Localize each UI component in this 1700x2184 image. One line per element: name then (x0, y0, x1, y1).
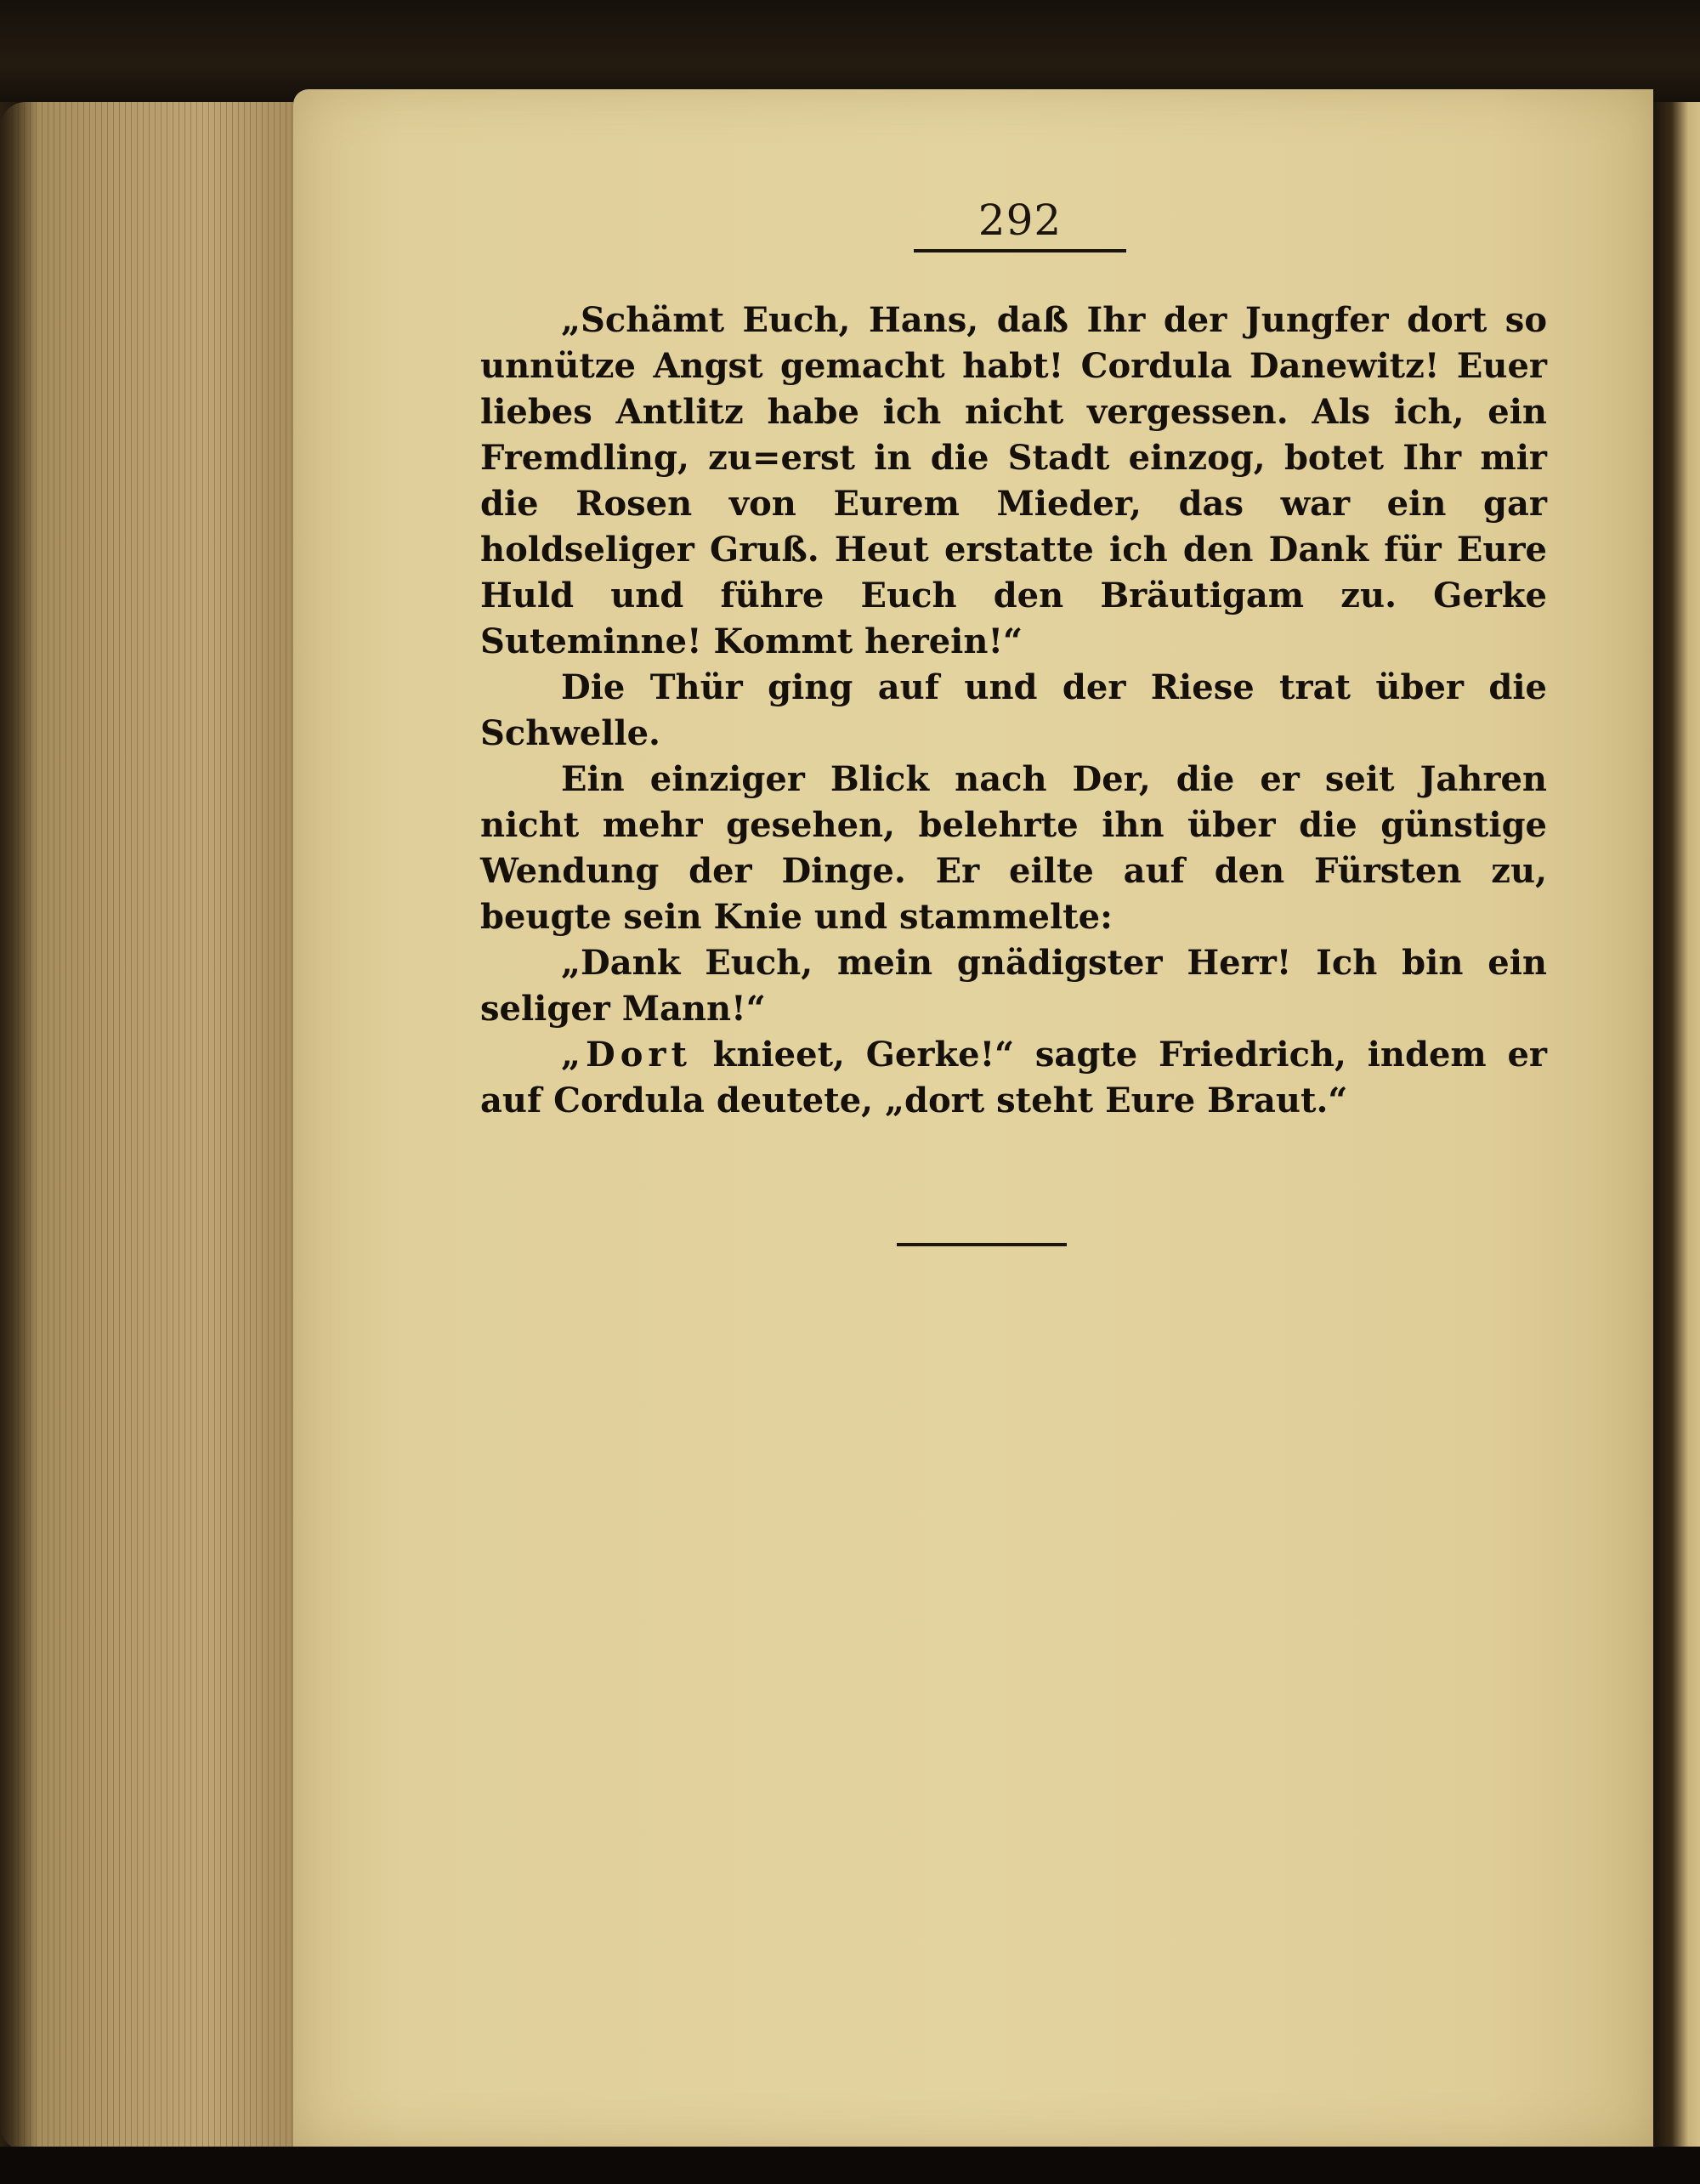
book-gutter (1653, 102, 1700, 2151)
page-number-rule (914, 249, 1126, 252)
page-text (480, 298, 1547, 1124)
chapter-end-rule (897, 1243, 1067, 1246)
paragraph-rest: knieet, Gerke!“ sagte Friedrich, indem er auf Cordula deutete, „dort steht Eure Braut.“ (480, 1035, 1547, 1120)
scan-background-bottom (0, 2147, 1700, 2184)
paragraph: „Schämt Euch, Hans, daß Ihr der Jungfer dort so unnütze Angst gemacht habt! Cordula Danewitz! Euer liebes Antlitz habe ich nicht vergessen. Als ich, ein Fremdling, zu=erst in die Stadt einzog, botet Ihr mir die Rosen von Eurem Mieder, das war ein gar holdseliger Gruß. Heut erstatte ich den Dank für Eure Huld und führe Euch den Bräutigam zu. Gerke Suteminne! Kommt herein!“ (480, 300, 1547, 661)
book-page-edges (0, 102, 293, 2151)
paragraph: Ein einziger Blick nach Der, die er seit Jahren nicht mehr gesehen, belehrte ihn über die günstige Wendung der Dinge. Er eilte auf den Fürsten zu, beugte sein Knie und stammelte: (480, 759, 1547, 937)
paragraph: „Dank Euch, mein gnädigster Herr! Ich bin ein seliger Mann!“ (480, 943, 1547, 1029)
paragraph: Die Thür ging auf und der Riese trat über die Schwelle. (480, 667, 1547, 753)
letterspaced-word: „Dort (561, 1035, 692, 1075)
page-number: 292 (978, 196, 1062, 245)
paragraph (480, 1032, 1547, 1124)
